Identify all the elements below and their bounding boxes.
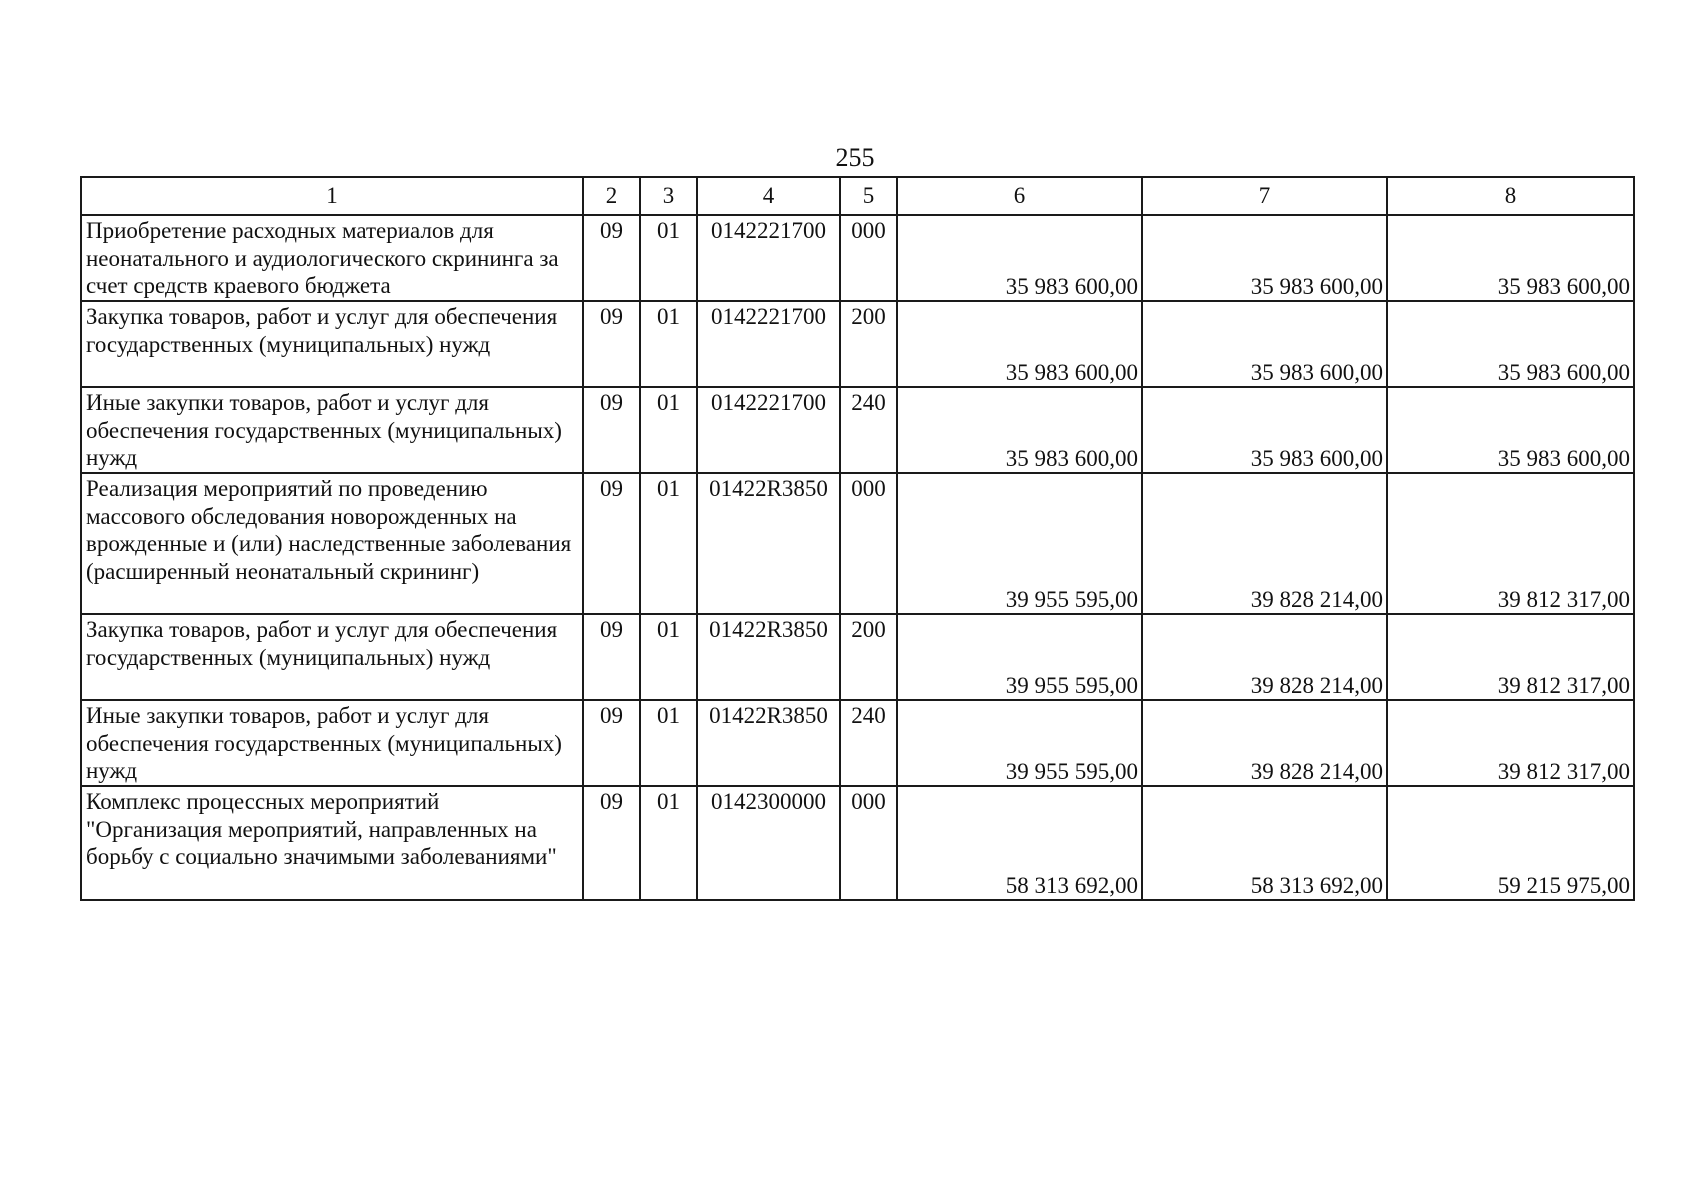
row-description: Иные закупки товаров, работ и услуг для обеспечения государственных (муниципальных) нужд [81,700,583,786]
section-code: 09 [583,387,640,473]
amount-col7: 35 983 600,00 [1142,301,1387,387]
table-row [81,387,1634,473]
amount-col8: 39 812 317,00 [1387,700,1634,786]
table-row [81,301,1634,387]
subsection-code: 01 [640,614,697,700]
table-row [81,215,1634,301]
table-row [81,614,1634,700]
column-header: 3 [640,177,697,215]
amount-col7: 39 828 214,00 [1142,614,1387,700]
amount-col6: 39 955 595,00 [897,700,1142,786]
expense-type-code: 000 [840,215,897,301]
expense-type-code: 200 [840,614,897,700]
column-header: 4 [697,177,840,215]
amount-col8: 35 983 600,00 [1387,301,1634,387]
row-description: Закупка товаров, работ и услуг для обеспечения государственных (муниципальных) нужд [81,301,583,387]
section-code: 09 [583,215,640,301]
section-code: 09 [583,700,640,786]
amount-col6: 35 983 600,00 [897,215,1142,301]
subsection-code: 01 [640,215,697,301]
column-header: 5 [840,177,897,215]
budget-table [80,176,1635,901]
subsection-code: 01 [640,700,697,786]
table-row [81,786,1634,900]
target-article-code: 0142221700 [697,301,840,387]
row-description: Иные закупки товаров, работ и услуг для обеспечения государственных (муниципальных) нужд [81,387,583,473]
target-article-code: 01422R3850 [697,473,840,614]
amount-col6: 39 955 595,00 [897,473,1142,614]
column-header: 6 [897,177,1142,215]
amount-col8: 35 983 600,00 [1387,215,1634,301]
target-article-code: 0142300000 [697,786,840,900]
amount-col7: 35 983 600,00 [1142,387,1387,473]
amount-col7: 35 983 600,00 [1142,215,1387,301]
column-header: 1 [81,177,583,215]
amount-col8: 35 983 600,00 [1387,387,1634,473]
expense-type-code: 240 [840,700,897,786]
target-article-code: 01422R3850 [697,700,840,786]
section-code: 09 [583,301,640,387]
expense-type-code: 000 [840,473,897,614]
expense-type-code: 200 [840,301,897,387]
amount-col7: 39 828 214,00 [1142,473,1387,614]
amount-col6: 35 983 600,00 [897,301,1142,387]
subsection-code: 01 [640,301,697,387]
row-description: Комплекс процессных мероприятий "Организация мероприятий, направленных на борьбу с социально значимыми заболеваниями" [81,786,583,900]
table-row [81,700,1634,786]
subsection-code: 01 [640,786,697,900]
target-article-code: 01422R3850 [697,614,840,700]
subsection-code: 01 [640,387,697,473]
section-code: 09 [583,614,640,700]
table-header-row [81,177,1634,215]
amount-col6: 35 983 600,00 [897,387,1142,473]
row-description: Приобретение расходных материалов для неонатального и аудиологического скрининга за счет средств краевого бюджета [81,215,583,301]
row-description: Закупка товаров, работ и услуг для обеспечения государственных (муниципальных) нужд [81,614,583,700]
table-row [81,473,1634,614]
amount-col7: 58 313 692,00 [1142,786,1387,900]
amount-col8: 59 215 975,00 [1387,786,1634,900]
subsection-code: 01 [640,473,697,614]
page-number: 255 [835,143,875,172]
column-header: 8 [1387,177,1634,215]
target-article-code: 0142221700 [697,387,840,473]
amount-col7: 39 828 214,00 [1142,700,1387,786]
row-description: Реализация мероприятий по проведению массового обследования новорожденных на врожденные и (или) наследственные заболевания (расширенный неонатальный скрининг) [81,473,583,614]
expense-type-code: 000 [840,786,897,900]
amount-col8: 39 812 317,00 [1387,614,1634,700]
amount-col6: 58 313 692,00 [897,786,1142,900]
section-code: 09 [583,473,640,614]
target-article-code: 0142221700 [697,215,840,301]
section-code: 09 [583,786,640,900]
amount-col6: 39 955 595,00 [897,614,1142,700]
column-header: 2 [583,177,640,215]
amount-col8: 39 812 317,00 [1387,473,1634,614]
expense-type-code: 240 [840,387,897,473]
column-header: 7 [1142,177,1387,215]
